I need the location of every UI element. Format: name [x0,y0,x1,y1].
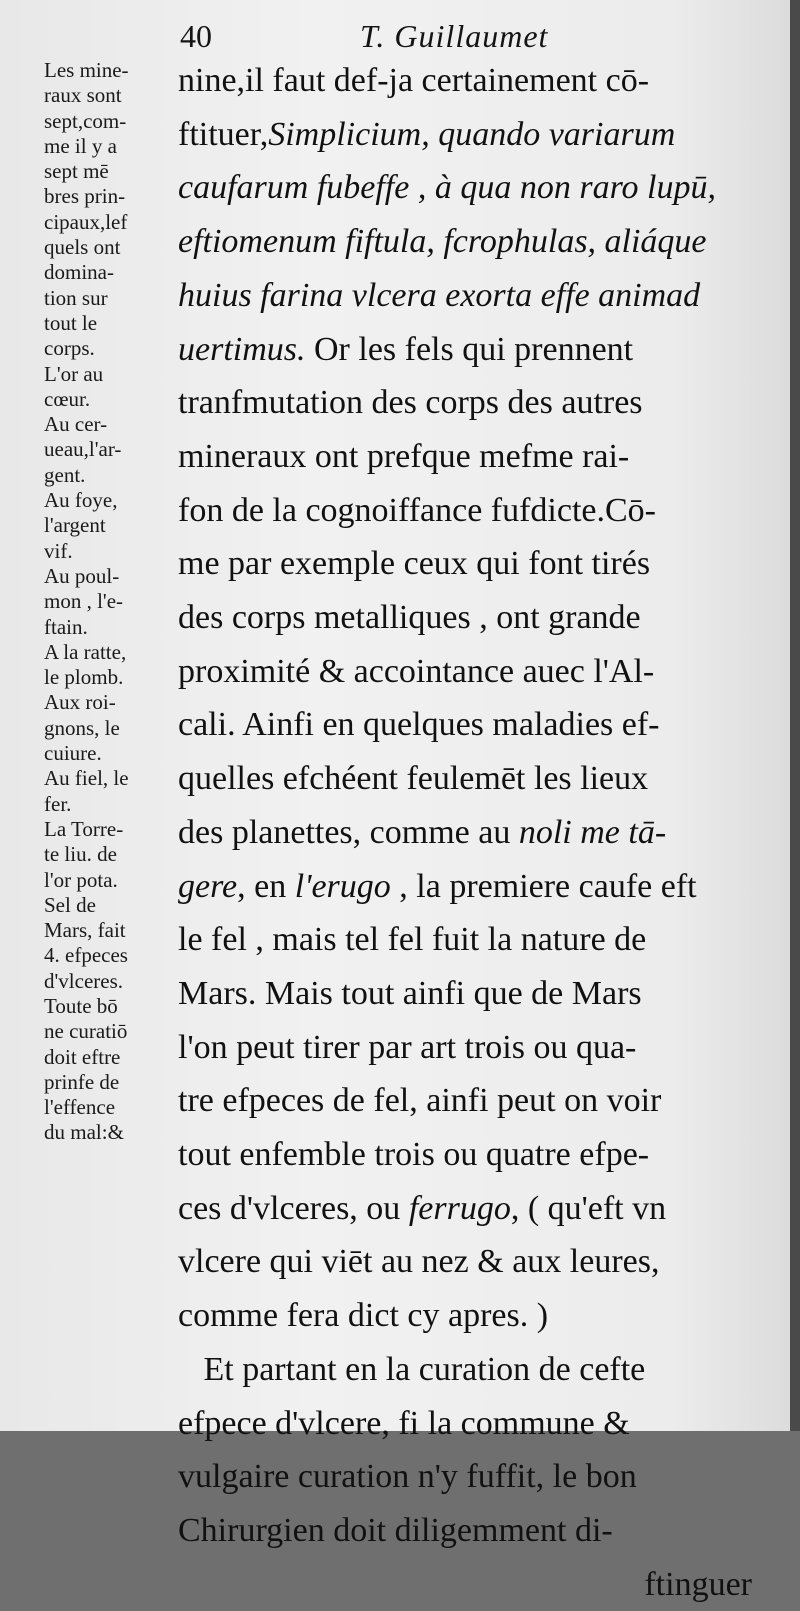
text-segment: le fel , mais tel fel fuit la nature de [178,921,647,959]
page-header [0,14,790,54]
margin-note-line: gent. [44,462,86,487]
text-line [178,537,778,591]
text-segment: Mars. Mais tout ainfi que de Mars [178,974,642,1012]
margin-note-line: d'vlceres. [44,968,123,993]
text-line [178,376,778,430]
text-line [178,1235,778,1289]
margin-note [44,412,194,488]
text-segment: cali. Ainfi en quelques maladies ef- [178,706,660,744]
italic-segment: gere [178,867,238,905]
margin-note-line: me il y a [44,133,117,158]
margin-note-line: Au poul- [44,563,120,588]
margin-note-line: A la ratte, [44,639,127,664]
text-line [178,1182,778,1236]
margin-note [44,488,194,564]
margin-note-line: corps. [44,336,95,361]
text-segment: quelles efchéent feulemēt les lieux [178,760,649,798]
text-segment: ftituer, [178,115,269,153]
margin-note-line: te liu. de [44,842,117,867]
text-segment: Chirurgien doit diligemment di- [178,1511,613,1549]
margin-note-line: l'effence [44,1095,116,1120]
margin-note-line: fer. [44,791,72,816]
margin-note-line: Au foye, [44,488,118,513]
text-segment: , la premiere caufe eft [390,867,697,905]
italic-segment: caufarum fubeffe , à qua non raro lupū, [178,169,716,207]
margin-note-line: ftain. [44,614,88,639]
margin-note-line: vif. [44,538,73,563]
text-line [178,108,778,162]
body-text [178,54,778,1611]
text-segment: fon de la cognoiffance fufdicte.Cō- [178,491,657,529]
italic-segment: Simplicium, quando variarum [268,115,676,153]
margin-note-line: Sel de [44,892,96,917]
text-segment: nine,il faut def-ja certainement cō- [178,62,650,99]
margin-note-line: du mal:& [44,1120,124,1145]
text-segment: vulgaire curation n'y fuffit, le bon [178,1458,637,1496]
text-segment: tranfmutation des corps des autres [178,384,643,422]
margin-note-line: sept mē [44,159,109,184]
text-line [178,323,778,377]
text-segment: mineraux ont prefque mefme rai- [178,437,630,475]
italic-segment: ferrugo [408,1189,511,1227]
margin-note-line: cuiure. [44,741,102,766]
text-segment: proximité & accointance auec l'Al- [178,652,655,690]
margin-note-line: Au cer- [44,412,108,437]
margin-note [44,893,194,994]
margin-note-line: doit eftre [44,1044,121,1069]
text-line [178,269,778,323]
text-line [178,1128,778,1182]
text-line [178,1504,778,1558]
margin-note-line: le plomb. [44,665,124,690]
italic-segment: uertimus. [178,330,306,368]
text-line [178,752,778,806]
text-line [178,967,778,1021]
margin-note [44,994,194,1146]
margin-note-line: 4. efpeces [44,943,128,968]
margin-note [44,766,194,817]
margin-note-line: gnons, le [44,715,120,740]
margin-note-line: tion sur [44,285,108,310]
text-line [178,860,778,914]
margin-note-line: tout le [44,310,98,335]
text-segment: ces d'vlceres, ou [178,1189,409,1227]
margin-note [44,564,194,640]
margin-note [44,817,194,893]
text-line [178,1343,778,1397]
text-segment: des corps metalliques , ont grande [178,599,641,637]
text-line [178,161,778,215]
text-line [178,54,778,108]
margin-note-line: domina- [44,260,114,285]
margin-note-line: Toute bō [44,993,118,1018]
margin-note-line: sept,com- [44,108,127,133]
text-segment: comme fera dict cy apres. ) [178,1297,549,1335]
text-segment: Et partant en la curation de cefte [178,1350,646,1388]
text-line [178,1289,778,1343]
margin-note-line: quels ont [44,235,121,260]
text-segment: tout enfemble trois ou quatre efpe- [178,1136,650,1174]
text-line [178,645,778,699]
italic-segment: l'erugo [294,867,391,905]
text-segment: Or les fels qui prennent [305,330,634,368]
margin-notes [44,58,194,1146]
margin-note-line: ueau,l'ar- [44,437,122,462]
margin-note-line: mon , l'e- [44,589,124,614]
italic-segment: huius farina vlcera exorta effe animad [178,276,701,314]
running-head: T. Guillaumet [360,18,549,54]
margin-note-line: L'or au [44,361,104,386]
margin-note-line: l'or pota. [44,867,118,892]
margin-note-line: cœur. [44,386,91,411]
text-line [178,1021,778,1075]
text-line [178,806,778,860]
text-segment: me par exemple ceux qui font tirés [178,545,651,583]
margin-note-line: bres prin- [44,184,126,209]
margin-note-line: prinfe de [44,1069,120,1094]
text-line [178,913,778,967]
margin-note-line: Aux roi- [44,690,116,715]
text-segment: vlcere qui viēt au nez & aux leures, [178,1243,660,1281]
text-segment: , en [237,867,295,905]
margin-note-line: raux sont [44,83,122,108]
text-line [178,484,778,538]
margin-note-line: Les mine- [44,58,129,82]
text-segment: , ( qu'eft vn [510,1189,667,1227]
italic-segment: noli me tā- [518,813,667,851]
page-edge [790,0,800,1431]
text-line [178,698,778,752]
margin-note-line: Mars, fait [44,918,126,943]
margin-note [44,640,194,691]
text-line [178,430,778,484]
text-segment: des planettes, comme au [178,813,519,851]
catchword: ftinguer [644,1565,752,1603]
margin-note-line: Au fiel, le [44,766,129,791]
italic-segment: eftiomenum fiftula, fcrophulas, aliáque [178,223,707,261]
margin-note-line: l'argent [44,513,106,538]
page-number: 40 [180,18,212,54]
margin-note [44,690,194,766]
margin-note-line: ne curatiō [44,1019,128,1044]
text-line [178,215,778,269]
margin-note [44,58,194,362]
text-segment: l'on peut tirer par art trois ou qua- [178,1028,637,1066]
text-segment: tre efpeces de fel, ainfi peut on voir [178,1082,662,1120]
text-line [178,1397,778,1451]
text-line [178,1450,778,1504]
text-line [178,591,778,645]
text-line [178,1074,778,1128]
margin-note [44,362,194,413]
margin-note-line: La Torre- [44,816,124,841]
margin-note-line: cipaux,lef [44,209,128,234]
text-segment: efpece d'vlcere, fi la commune & [178,1404,630,1442]
